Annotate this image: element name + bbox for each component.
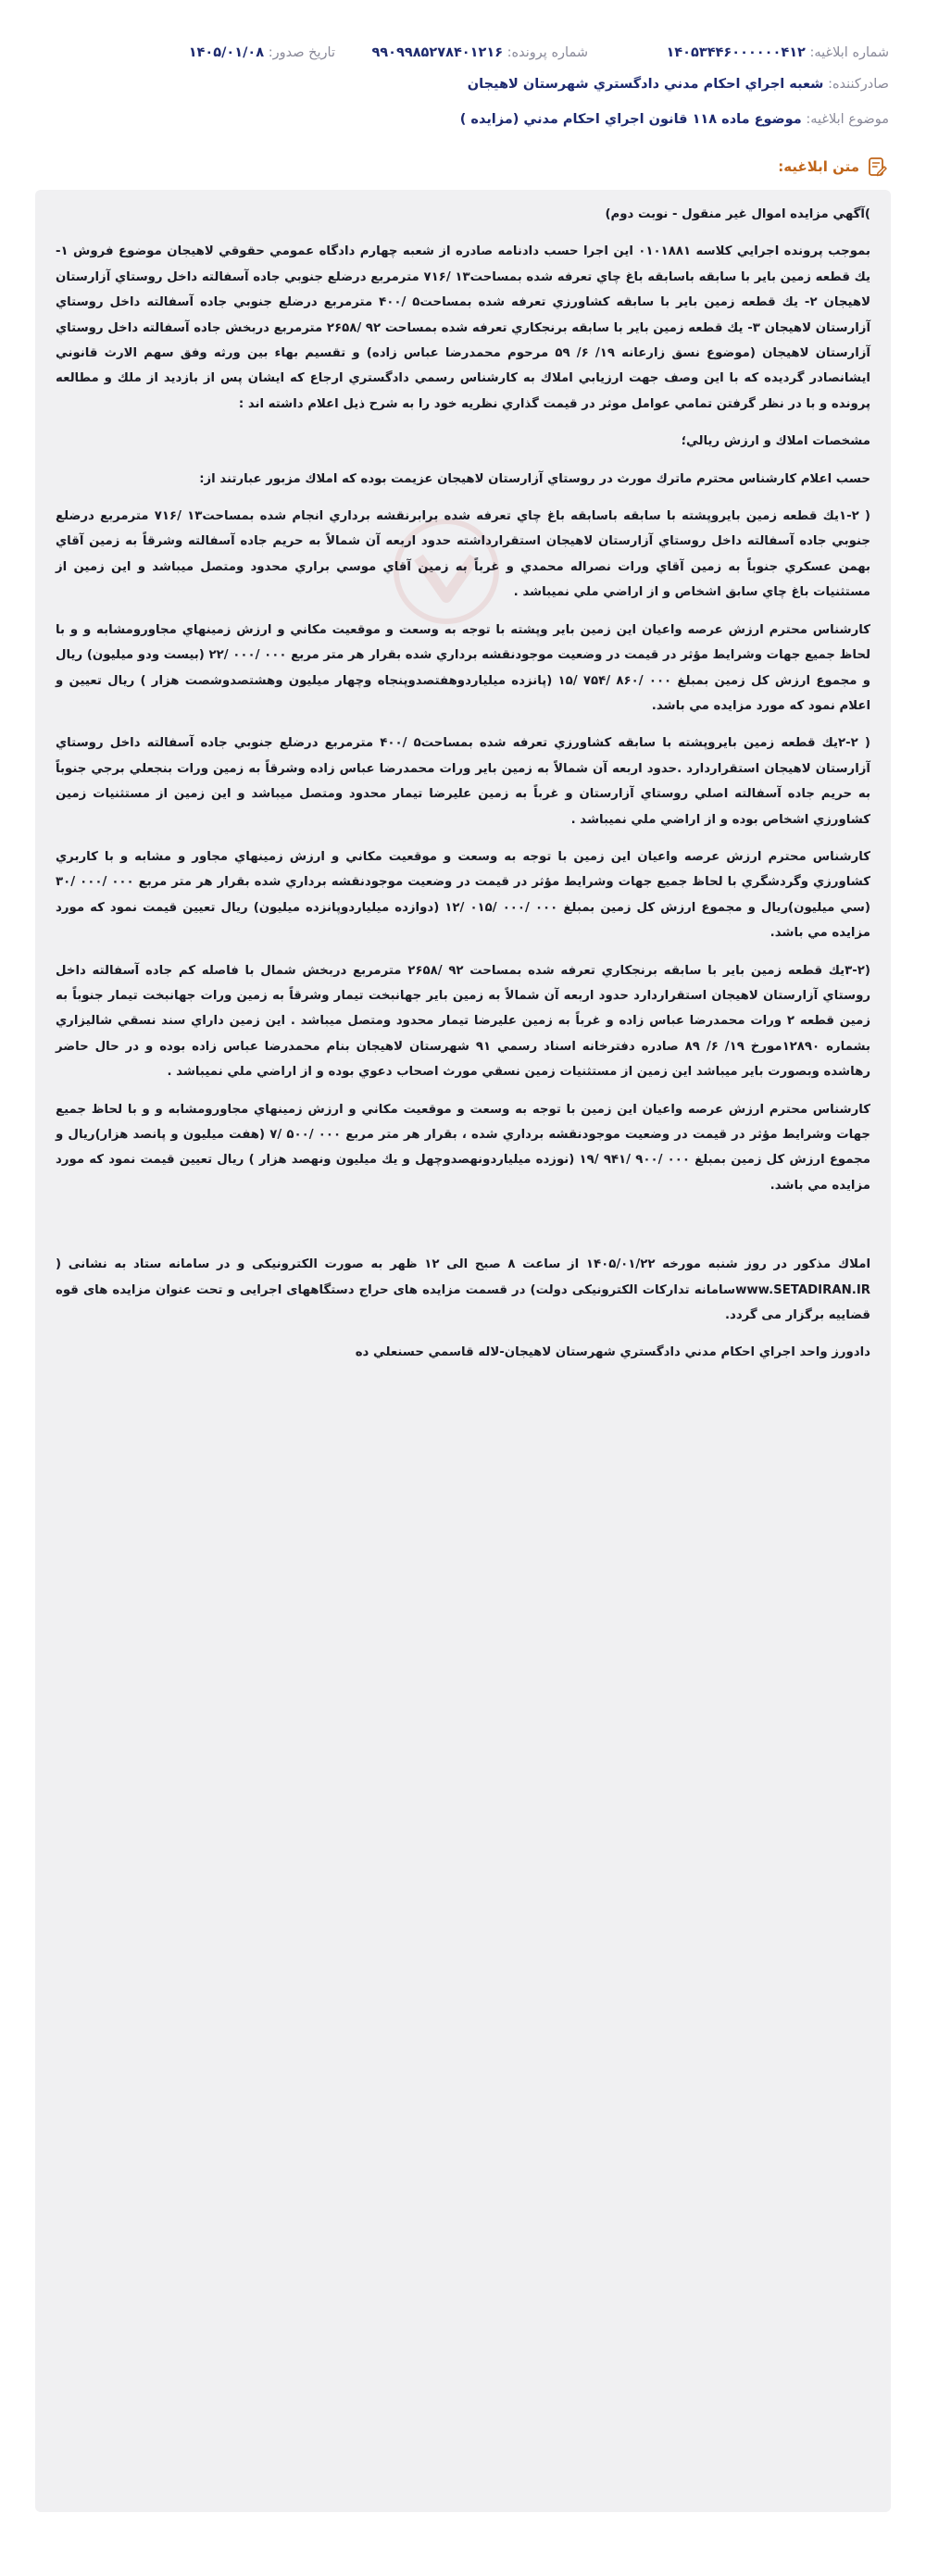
case-number-label: شماره پرونده:	[507, 45, 588, 60]
meta-row-top	[37, 43, 889, 63]
notice-text-title: متن ابلاغیه:	[778, 158, 859, 175]
document-edit-icon	[867, 156, 887, 177]
notice-paragraph: (۳-۲يك قطعه زمين باير با سابقه برنجكاري تعرفه شده بمساحت ۹۲ /۲۶۵۸ مترمربع دربخش شمال با فاصله كم جاده آسفالته داخل روستاي آزارستان لاهيجان استقراردارد حدود اربعه آن شمالاً به زمين باير جهانبخت تيمار وشرقاً به زمين ورات جهانبخت تيمار جنوباً به زمين قطعه ۲ ورات محمدرضا عباس زاده و غرباً به زمين عليرضا تيمار محدود ومتصل ميباشد . اين زمين داراي سند نسقي شاليزاري بشماره ۱۲۸۹۰مورخ ۱۹/ ۶/ ۸۹ صادره دفترخانه اسناد رسمي ۹۱ شهرستان لاهيجان بنام محمدرضا عباس زاده بوده و در حال حاضر رهاشده وبصورت باير ميباشد اين زمين از مستثنيات زمين نسقي مورث اصحاب دعوي بوده و از اراضي ملي نميباشد .	[56, 963, 871, 1080]
notice-text-header	[778, 156, 887, 178]
issue-date-label: تاریخ صدور:	[268, 45, 335, 60]
subject-label: موضوع ابلاغیه:	[806, 112, 889, 127]
notice-paragraph: )آگهي مزايده اموال غير منقول - نوبت دوم)	[605, 207, 870, 221]
notice-paragraph: كارشناس محترم ارزش عرصه واعيان اين زمين با توجه به وسعت و موقعيت مكاني و ارزش زمينهاي مجاورومشابه و و با لحاظ جميع جهات وشرايط مؤثر در قيمت در وضعيت موجودنقشه برداري شده ، بقرار هر متر مربع ۰۰۰ /۵۰۰ /۷ (هفت ميليون و پانصد هزار)ريال و مجموع ارزش كل زمين بمبلغ ۰۰۰ /۹۰۰ /۹۴۱ /۱۹ (نوزده ميلياردونهصدوچهل و يك ميليون ونهصد هزار ) ريال تعيين قيمت نمود كه مورد مزايده مي باشد.	[56, 1102, 870, 1193]
issue-date	[189, 43, 335, 63]
notice-number	[666, 43, 889, 63]
notice-number-value: ۱۴۰۵۳۴۴۶۰۰۰۰۰۰۴۱۲	[666, 45, 806, 60]
notice-paragraph: كارشناس محترم ارزش عرصه واعيان اين زمين باير وپشته با توجه به وسعت و موقعيت مكاني و ارزش زمينهاي مجاورومشابه و و با لحاظ جميع جهات وشرايط مؤثر در قيمت در وضعيت موجودنقشه برداري شده بقرار هر متر مربع ۰۰۰ /۰۰۰ /۲۲ (بيست ودو ميليون) ريال و مجموع ارزش كل زمين بمبلغ ۰۰۰ /۸۶۰ /۷۵۴ /۱۵ (پانزده ميلياردوهفتصدوپنجاه وچهار ميليون وهشتصدوشصت هزار ) ريال تعيين و اعلام نمود كه مورد مزايده مي باشد.	[56, 622, 870, 713]
notice-signature: دادورز واحد اجراي احكام مدني دادگستري شهرستان لاهيجان-لاله قاسمي حسنعلي ده	[355, 1345, 870, 1360]
case-number-value: ۹۹۰۹۹۸۵۲۷۸۴۰۱۲۱۶	[371, 45, 504, 60]
notice-paragraph: املاك مذكور در روز شنبه مورخه ۱۴۰۵/۰۱/۲۲ از ساعت ۸ صبح الی ۱۲ ظهر به صورت الكترونيكی و در سامانه ستاد به نشانی ( www.SETADIRAN.IRسامانه تداركات الكترونيكی دولت) در قسمت مزايده های حراج دستگاههای اجرايی و تحت عنوان مزايده های قوه قضاييه برگزار می گردد.	[56, 1257, 870, 1323]
notice-paragraph: ( ۲-۲يك قطعه زمين بايروپشته با سابقه كشاورزي تعرفه شده بمساحت۵ /۴۰۰ مترمربع درضلع جنوبي جاده آسفالته داخل روستاي آزارستان لاهيجان استقراردارد .حدود اربعه آن شمالاً به زمين باير ورات محمدرضا عباس زاده وشرقاً به زمين ورات بنجعلي برجي جنوباً به حريم جاده آسفالته اصلي روستاي آزارستان و غرباً به زمين عليرضا تيمار محدود ومتصل ميباشد و اين زمين از مستثنيات زمين كشاورزي اشخاص بوده و از اراضي ملي نميباشد .	[56, 736, 870, 827]
issuer-label: صادرکننده:	[828, 77, 889, 92]
subject-value: موضوع ماده ۱۱۸ قانون اجراي احكام مدني (مزايده )	[459, 112, 802, 127]
notice-paragraph: بموجب پرونده اجرايي كلاسه ۰۱۰۱۸۸۱ اين اجرا حسب دادنامه صادره از شعبه چهارم دادگاه عمومي حقوقي لاهيجان موضوع فروش ۱- يك قطعه زمين باير با سابقه باسابقه باغ چاي تعرفه شده بمساحت۱۳ /۷۱۶ مترمربع درضلع جنوبي جاده آسفالته داخل روستاي آزارستان لاهيجان ۲- يك قطعه زمين باير با سابقه كشاورزي تعرفه شده بمساحت۵ /۴۰۰ مترمربع درضلع جنوبي جاده آسفالته داخل روستاي آزارستان لاهيجان ۳- يك قطعه زمين باير با سابقه برنجكاري تعرفه شده بمساحت ۹۲ /۲۶۵۸ مترمربع دربخش جاده آسفالته داخل روستاي آزارستان لاهيجان (موضوع نسق زارعانه ۱۹/ ۶/ ۵۹ مرحوم محمدرضا عباس زاده) و تقسيم بهاء بين ورثه وفق سهم الارث قانوني ايشانصادر گرديده كه با اين وصف جهت ارزيابي املاك به كارشناس رسمي دادگستري ارجاع كه ايشان پس از بازديد از ملك و مطالعه پرونده و با در نظر گرفتن تمامي عوامل موثر در قيمت گذاري نظريه خود را به شرح ذيل اعلام داشته اند :	[56, 244, 871, 411]
issuer-row	[37, 74, 889, 94]
issue-date-value: ۱۴۰۵/۰۱/۰۸	[188, 45, 265, 60]
notice-paragraph: ( ۱-۲يك قطعه زمين بايروپشته با سابقه باسابقه باغ چاي تعرفه شده برابرنقشه برداري انجام شده بمساحت۱۳ /۷۱۶ مترمربع درضلع جنوبي جاده آسفالته داخل روستاي آزارستان لاهيجان استقرارداشته حدود اربعه آن شمالاً به حريم جاده آسفالته وشرقاً به زمين آقاي بهمن عسكري جنوباً به زمين آقاي ورات نصراله محمدي و غرباً به زمين آقاي موسي براري محدود ومتصل ميباشد و اين زمين از مستثنيات باغ چاي سابق اشخاص و از اراضي ملي نميباشد .	[56, 509, 870, 600]
notice-paragraph: مشخصات املاك و ارزش ريالي؛	[681, 434, 870, 449]
notice-paragraph: كارشناس محترم ارزش عرصه واعيان اين زمين با توجه به وسعت و موقعيت مكاني و ارزش زمينهاي مجاور و مشابه و با كاربري كشاورزي وگردشگري با لحاظ جميع جهات وشرايط مؤثر در قيمت در وضعيت موجودنقشه برداري شده بقرار هر متر مربع ۰۰۰ /۰۰۰ /۳۰ (سي ميليون)ريال و مجموع ارزش كل زمين بمبلغ ۰۰۰ /۰۰۰ /۰۱۵ /۱۲ (دوازده ميلياردوپانزده ميليون) ريال تعيين قيمت نمود كه مورد مزايده مي باشد.	[56, 849, 870, 941]
notice-number-label: شماره ابلاغیه:	[809, 45, 889, 60]
notice-body	[56, 202, 870, 1378]
notice-paragraph: حسب اعلام كارشناس محترم ماترك مورث در روستاي آزارستان لاهيجان عزيمت بوده كه املاك مزبور عبارتند از:	[199, 471, 870, 486]
case-number	[371, 43, 588, 63]
issuer-value: شعبه اجراي احكام مدني دادگستري شهرستان لاهيجان	[467, 77, 824, 92]
subject-row	[37, 109, 889, 130]
